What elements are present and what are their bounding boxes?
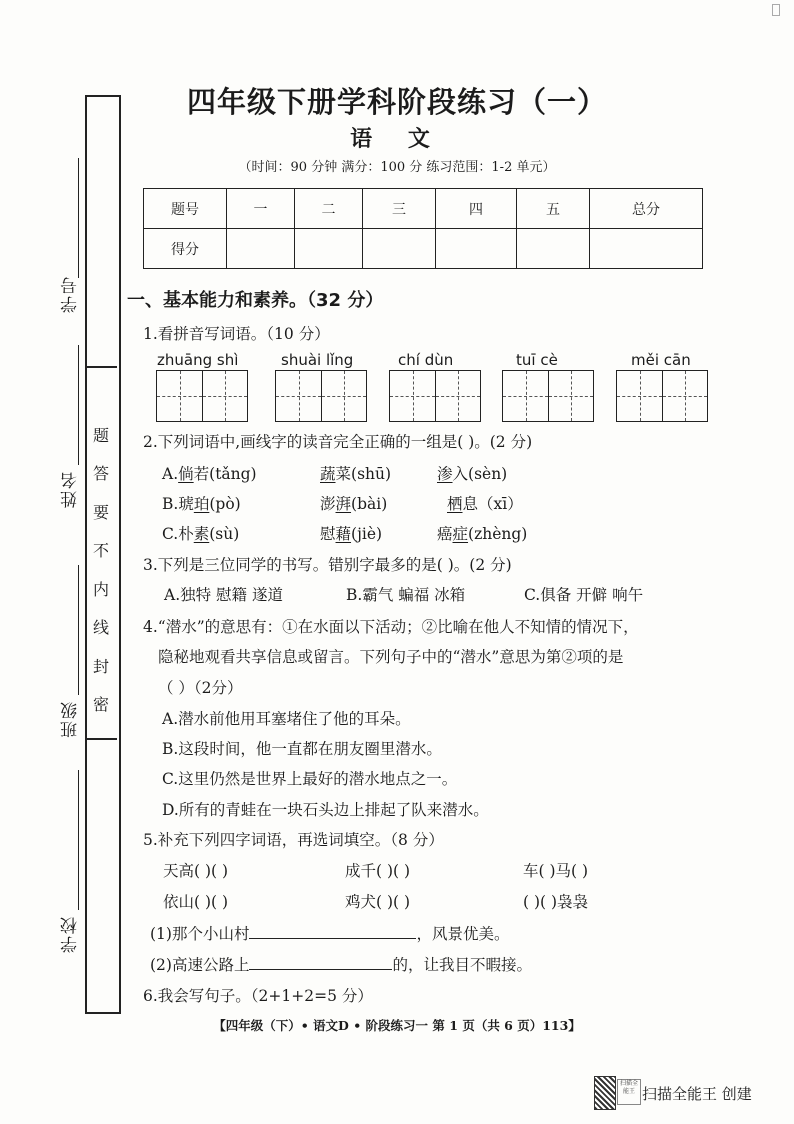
q5-idiom-5: 鸡犬( )( ) [345, 893, 411, 911]
q3-option-a: A.独特 慰籍 遂道 [164, 586, 283, 604]
binding-divider-top [85, 366, 117, 368]
school-line [78, 770, 79, 910]
q5-blank-1[interactable] [249, 924, 416, 939]
q3-text: 3.下列是三位同学的书写。错别字最多的是( )。(2 分) [143, 556, 512, 574]
q1-pinyin-5: měi cān [631, 351, 691, 369]
score-header-cell: 总分 [590, 189, 703, 229]
q2-option-b-1: B.琥珀(pò) [162, 495, 241, 513]
q4-option-d: D.所有的青蛙在一块石头边上排起了队来潜水。 [162, 801, 489, 819]
q2-option-b-3: 栖息（xī） [447, 495, 523, 513]
score-table-header-row [144, 189, 703, 229]
score-input-cell[interactable] [590, 229, 703, 269]
q2-option-c-3: 癌症(zhèng) [437, 525, 528, 543]
q4-option-b: B.这段时间，他一直都在朋友圈里潜水。 [162, 740, 442, 758]
q4-text-line1: 4.“潜水”的意思有：①在水面以下活动；②比喻在他人不知情的情况下， [143, 618, 639, 636]
q2-option-a-2: 蔬菜(shū) [320, 465, 392, 483]
q4-option-a: A.潜水前他用耳塞堵住了他的耳朵。 [162, 710, 411, 728]
q1-writing-grid-4[interactable] [502, 370, 594, 422]
student-id-label: 学号 [61, 275, 81, 313]
score-header-cell: 五 [517, 189, 590, 229]
q1-writing-grid-1[interactable] [156, 370, 248, 422]
q2-option-a-1: A.倘若(tǎng) [162, 465, 257, 483]
binding-divider-bottom [85, 738, 117, 740]
page-title: 四年级下册学科阶段练习（一） [186, 85, 607, 119]
q1-writing-grid-2[interactable] [275, 370, 367, 422]
school-label: 学校 [61, 915, 81, 953]
corner-mark [772, 4, 780, 16]
score-header-cell: 二 [295, 189, 363, 229]
q5-sentence-1: (1)那个小山村 ，风景优美。 [150, 925, 510, 943]
q1-pinyin-3: chí dùn [398, 351, 454, 369]
q3-option-c: C.俱备 开僻 响午 [524, 586, 644, 604]
score-input-cell[interactable] [517, 229, 590, 269]
q4-option-c: C.这里仍然是世界上最好的潜水地点之一。 [162, 770, 458, 788]
q2-option-c-1: C.朴素(sù) [162, 525, 240, 543]
scanner-logo-icon: 扫描全能王 [617, 1079, 641, 1105]
score-header-cell: 三 [363, 189, 436, 229]
score-header-cell: 四 [436, 189, 517, 229]
q4-text-line3: （ ）（2分） [158, 679, 243, 697]
name-line [78, 345, 79, 465]
section1-title: 一、基本能力和素养。（32 分） [127, 290, 384, 311]
subject-title: 语 文 [350, 127, 444, 152]
student-id-line [78, 158, 79, 278]
q5-idiom-3: 车( )马( ) [523, 862, 589, 880]
q1-pinyin-4: tuī cè [516, 351, 558, 369]
class-label: 班级 [61, 700, 81, 738]
exam-meta: （时间：90 分钟 满分：100 分 练习范围：1-2 单元） [238, 160, 556, 175]
q5-idiom-1: 天高( )( ) [163, 862, 229, 880]
q1-pinyin-1: zhuāng shì [157, 351, 239, 369]
q5-sentence-2: (2)高速公路上 的，让我目不暇接。 [150, 956, 532, 974]
q5-blank-2[interactable] [249, 955, 392, 970]
score-header-cell: 题号 [144, 189, 227, 229]
seal-notice: 题 答 要 不 内 线 封 密 [92, 426, 109, 714]
scanner-watermark: 扫描全能王 创建 [642, 1085, 752, 1103]
score-input-cell[interactable] [295, 229, 363, 269]
q5-text: 5.补充下列四字词语，再选词填空。（8 分） [143, 831, 444, 849]
name-label: 姓名 [61, 470, 81, 508]
score-input-cell[interactable] [363, 229, 436, 269]
q1-text: 1.看拼音写词语。（10 分） [143, 325, 330, 343]
q5-idiom-2: 成千( )( ) [345, 862, 411, 880]
score-table-score-row [144, 229, 703, 269]
page-footer: 【四年级（下）• 语文D • 阶段练习一 第 1 页（共 6 页）113】 [213, 1018, 581, 1033]
score-table [143, 188, 703, 269]
score-header-cell: 一 [227, 189, 295, 229]
q3-option-b: B.霸气 蝙福 冰箱 [346, 586, 466, 604]
q5-idiom-4: 依山( )( ) [163, 893, 229, 911]
q2-option-a-3: 渗入(sèn) [437, 465, 508, 483]
score-input-cell[interactable] [436, 229, 517, 269]
q1-pinyin-2: shuài lǐng [281, 351, 354, 369]
q4-text-line2: 隐秘地观看共享信息或留言。下列句子中的“潜水”意思为第②项的是 [158, 648, 624, 666]
q1-writing-grid-5[interactable] [616, 370, 708, 422]
q2-option-b-2: 澎湃(bài) [320, 495, 388, 513]
class-line [78, 565, 79, 695]
score-input-cell[interactable] [227, 229, 295, 269]
q6-text: 6.我会写句子。（2+1+2=5 分） [143, 987, 373, 1005]
qr-code-icon [594, 1076, 616, 1110]
q1-writing-grid-3[interactable] [389, 370, 481, 422]
q5-idiom-6: ( )( )袅袅 [523, 893, 589, 911]
q2-text: 2.下列词语中,画线字的读音完全正确的一组是( )。(2 分) [143, 433, 533, 451]
q2-option-c-2: 慰藉(jiè) [320, 525, 383, 543]
score-row-label: 得分 [144, 229, 227, 269]
